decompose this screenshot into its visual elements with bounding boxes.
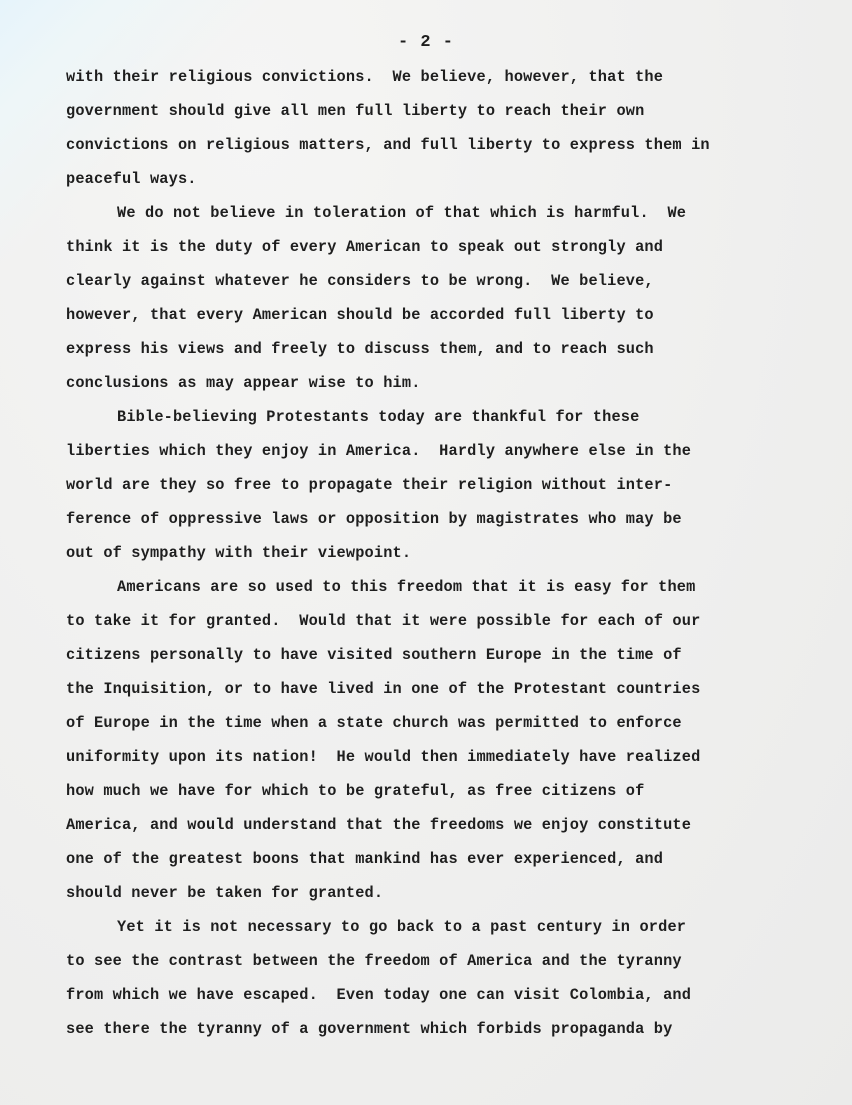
text-line: peaceful ways.: [66, 170, 197, 188]
page-number: [0, 33, 852, 52]
text-line: with their religious convictions. We believe, however, that the: [66, 68, 664, 86]
text-line: uniformity upon its nation! He would then immediately have realized: [66, 748, 701, 766]
text-line: out of sympathy with their viewpoint.: [66, 544, 412, 562]
paragraph-3: [66, 404, 786, 574]
text-line: world are they so free to propagate their religion without inter-: [66, 476, 673, 494]
text-line: ference of oppressive laws or opposition by magistrates who may be: [66, 510, 682, 528]
text-line: see there the tyranny of a government which forbids propaganda by: [66, 1020, 673, 1038]
text-line: We do not believe in toleration of that which is harmful. We: [117, 204, 687, 222]
text-line: however, that every American should be accorded full liberty to: [66, 306, 654, 324]
text-line: to see the contrast between the freedom of America and the tyranny: [66, 952, 682, 970]
text-line: from which we have escaped. Even today one can visit Colombia, and: [66, 986, 692, 1004]
text-line: Americans are so used to this freedom that it is easy for them: [117, 578, 696, 596]
text-line: Bible-believing Protestants today are thankful for these: [117, 408, 640, 426]
text-line: the Inquisition, or to have lived in one of the Protestant countries: [66, 680, 701, 698]
text-line: think it is the duty of every American to speak out strongly and: [66, 238, 664, 256]
text-line: convictions on religious matters, and full liberty to express them in: [66, 136, 710, 154]
text-line: Yet it is not necessary to go back to a past century in order: [117, 918, 687, 936]
text-line: should never be taken for granted.: [66, 884, 384, 902]
body-text: [66, 64, 786, 1050]
text-line: conclusions as may appear wise to him.: [66, 374, 421, 392]
paragraph-5: [66, 914, 786, 1050]
page-number-label: - 2 -: [397, 33, 454, 52]
text-line: clearly against whatever he considers to be wrong. We believe,: [66, 272, 654, 290]
text-line: America, and would understand that the freedoms we enjoy constitute: [66, 816, 692, 834]
text-line: to take it for granted. Would that it were possible for each of our: [66, 612, 701, 630]
text-line: government should give all men full liberty to reach their own: [66, 102, 645, 120]
text-line: express his views and freely to discuss them, and to reach such: [66, 340, 654, 358]
text-line: how much we have for which to be grateful, as free citizens of: [66, 782, 645, 800]
text-line: one of the greatest boons that mankind has ever experienced, and: [66, 850, 664, 868]
paragraph-1: [66, 64, 786, 200]
paragraph-2: [66, 200, 786, 404]
text-line: citizens personally to have visited southern Europe in the time of: [66, 646, 682, 664]
text-line: of Europe in the time when a state church was permitted to enforce: [66, 714, 682, 732]
paragraph-4: [66, 574, 786, 914]
text-line: liberties which they enjoy in America. Hardly anywhere else in the: [66, 442, 692, 460]
